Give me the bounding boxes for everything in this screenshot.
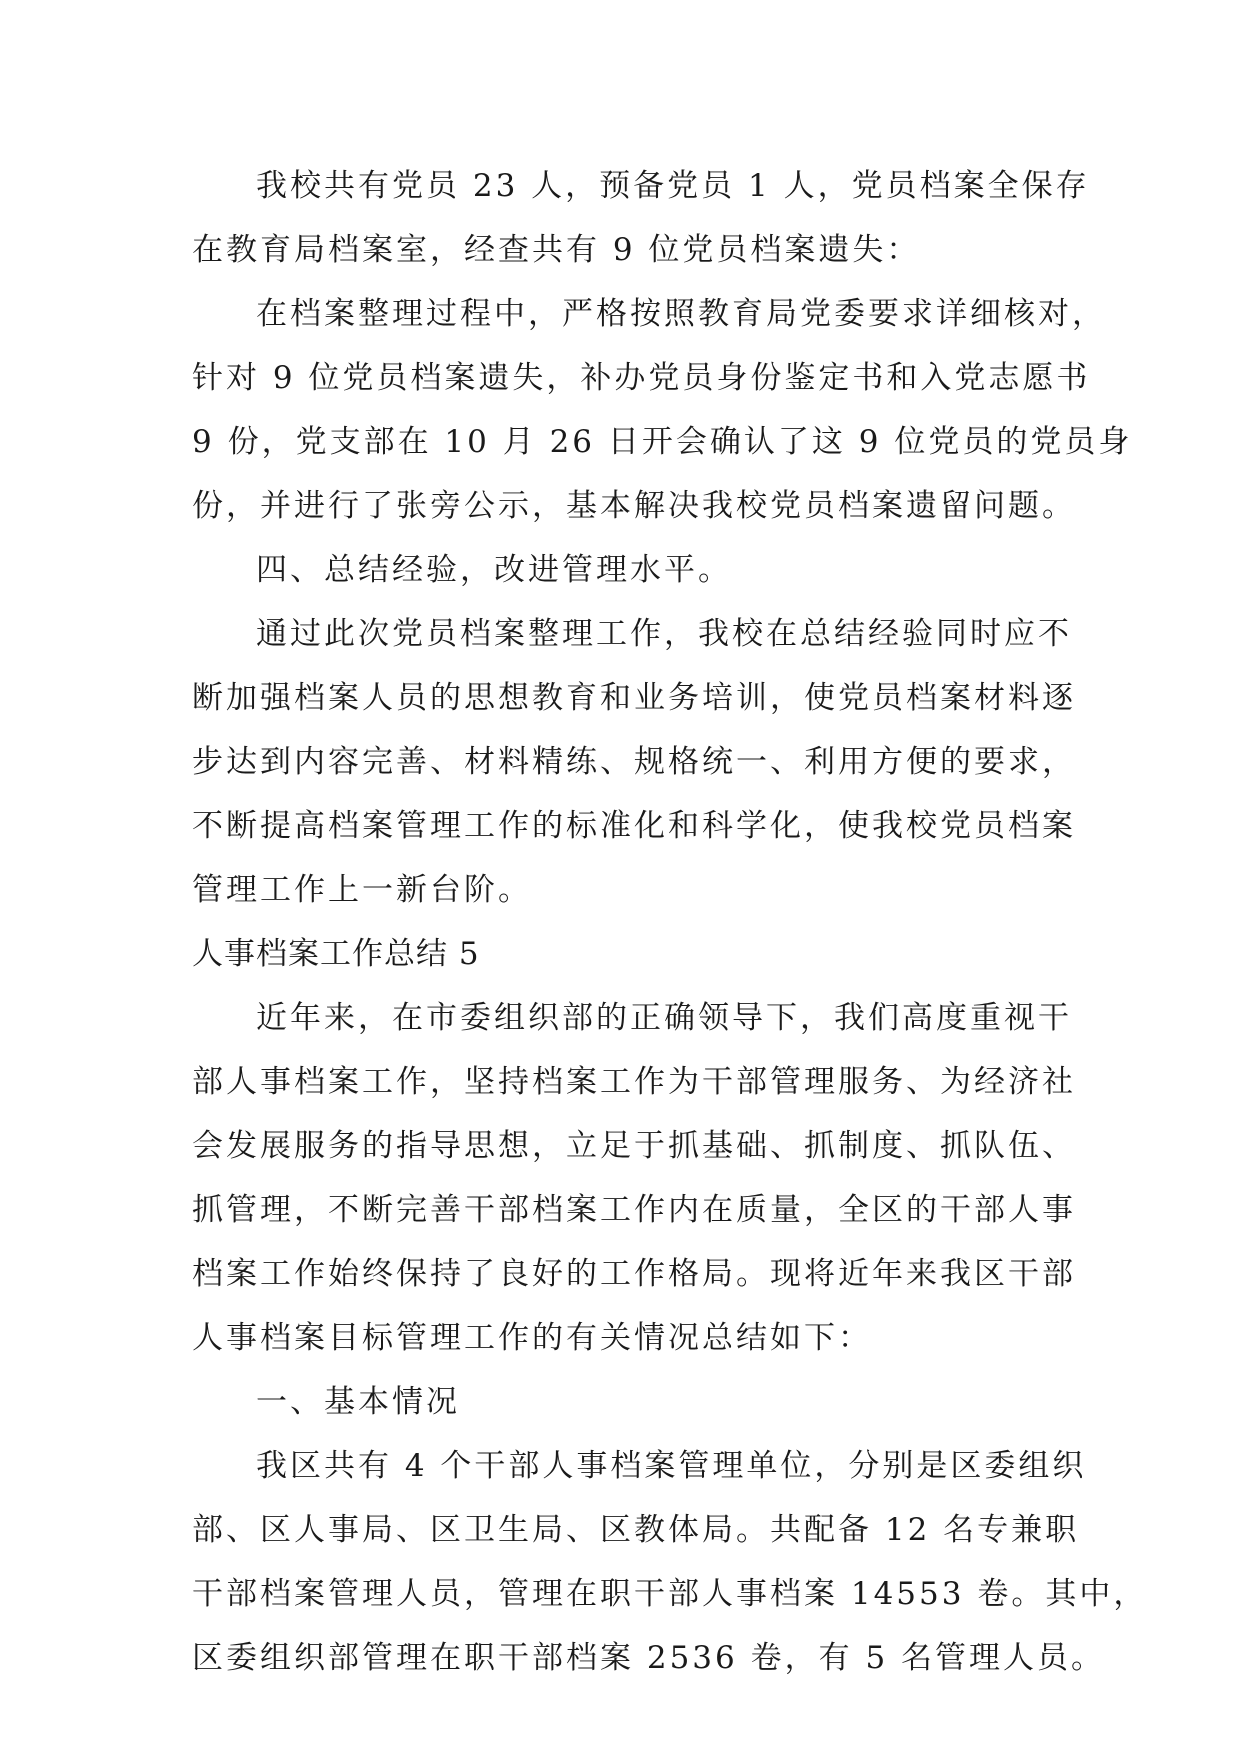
paragraph-line: 我区共有 4 个干部人事档案管理单位，分别是区委组织: [256, 1448, 1087, 1484]
paragraph-line: 部人事档案工作，坚持档案工作为干部管理服务、为经济社: [192, 1064, 1076, 1100]
paragraph-line: 干部档案管理人员，管理在职干部人事档案 14553 卷。其中，: [192, 1576, 1148, 1612]
paragraph-line: 通过此次党员档案整理工作，我校在总结经验同时应不: [256, 616, 1072, 652]
paragraph-line: 人事档案目标管理工作的有关情况总结如下：: [192, 1320, 872, 1356]
paragraph-line: 管理工作上一新台阶。: [192, 872, 532, 908]
paragraph-line: 份，并进行了张旁公示，基本解决我校党员档案遗留问题。: [192, 488, 1076, 524]
paragraph-line: 在教育局档案室，经查共有 9 位党员档案遗失：: [192, 232, 921, 268]
paragraph-line: 会发展服务的指导思想，立足于抓基础、抓制度、抓队伍、: [192, 1128, 1076, 1164]
paragraph-line: 针对 9 位党员档案遗失，补办党员身份鉴定书和入党志愿书: [192, 360, 1091, 396]
paragraph-line: 在档案整理过程中，严格按照教育局党委要求详细核对，: [256, 296, 1106, 332]
paragraph-line: 断加强档案人员的思想教育和业务培训，使党员档案材料逐: [192, 680, 1076, 716]
paragraph-line: 9 份，党支部在 10 月 26 日开会确认了这 9 位党员的党员身: [192, 424, 1133, 460]
paragraph-line: 抓管理，不断完善干部档案工作内在质量，全区的干部人事: [192, 1192, 1076, 1228]
paragraph-line: 近年来，在市委组织部的正确领导下，我们高度重视干: [256, 1000, 1072, 1036]
paragraph-line: 不断提高档案管理工作的标准化和科学化，使我校党员档案: [192, 808, 1076, 844]
paragraph-line: 档案工作始终保持了良好的工作格局。现将近年来我区干部: [192, 1256, 1076, 1292]
paragraph-line: 我校共有党员 23 人，预备党员 1 人，党员档案全保存: [256, 168, 1090, 204]
section-heading: 四、总结经验，改进管理水平。: [256, 552, 732, 588]
document-title: 人事档案工作总结 5: [192, 936, 480, 972]
paragraph-line: 部、区人事局、区卫生局、区教体局。共配备 12 名专兼职: [192, 1512, 1080, 1548]
paragraph-line: 区委组织部管理在职干部档案 2536 卷，有 5 名管理人员。: [192, 1640, 1106, 1676]
paragraph-line: 步达到内容完善、材料精练、规格统一、利用方便的要求，: [192, 744, 1076, 780]
section-heading: 一、基本情况: [256, 1384, 460, 1420]
